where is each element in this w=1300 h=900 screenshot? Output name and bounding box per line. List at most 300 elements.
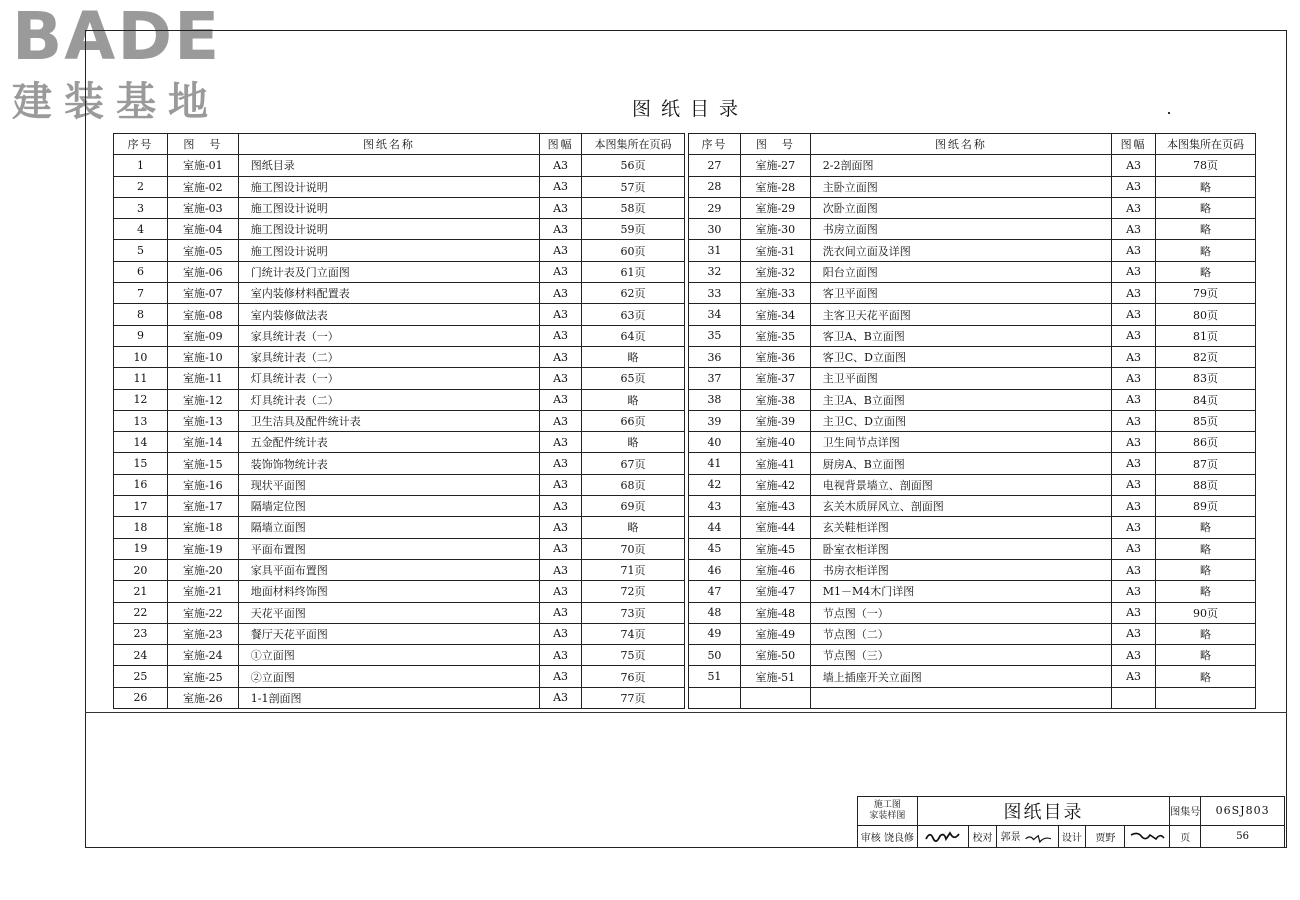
cell-seq: 21 — [114, 581, 168, 602]
table-row — [689, 517, 1256, 538]
cell-page: 略 — [1156, 645, 1256, 666]
cell-seq: 33 — [689, 283, 741, 304]
cell-size: A3 — [540, 304, 582, 325]
table-row — [689, 240, 1256, 261]
check-label: 校对 — [969, 825, 997, 847]
cell-seq: 31 — [689, 240, 741, 261]
cell-name: 次卧立面图 — [810, 197, 1111, 218]
cell-seq: 6 — [114, 261, 168, 282]
cell-name: 阳台立面图 — [810, 261, 1111, 282]
cell-size: A3 — [1112, 602, 1156, 623]
cell-seq: 25 — [114, 666, 168, 687]
col-name: 图纸名称 — [238, 134, 539, 155]
cell-name: 客卫A、B立面图 — [810, 325, 1111, 346]
table-row — [114, 687, 685, 708]
table-row — [689, 261, 1256, 282]
cell-code: 室施-46 — [740, 559, 810, 580]
cell-size: A3 — [1112, 432, 1156, 453]
cell-seq: 10 — [114, 346, 168, 367]
table-row — [114, 155, 685, 176]
cell-size: A3 — [1112, 496, 1156, 517]
cell-name: 天花平面图 — [238, 602, 539, 623]
table-row — [114, 261, 685, 282]
cell-page: 略 — [1156, 197, 1256, 218]
cell-seq: 47 — [689, 581, 741, 602]
table-row — [689, 389, 1256, 410]
cell-name: 餐厅天花平面图 — [238, 623, 539, 644]
cell-size: A3 — [540, 219, 582, 240]
cell-seq: 14 — [114, 432, 168, 453]
table-row — [689, 687, 1256, 708]
cell-name: 2-2剖面图 — [810, 155, 1111, 176]
cell-name: 装饰饰物统计表 — [238, 453, 539, 474]
cell-code: 室施-02 — [167, 176, 238, 197]
cell-code: 室施-36 — [740, 346, 810, 367]
cell-name: 1-1剖面图 — [238, 687, 539, 708]
table-row — [689, 325, 1256, 346]
designer-signature — [1125, 825, 1170, 847]
cell-name: 主卫A、B立面图 — [810, 389, 1111, 410]
cell-page: 77页 — [582, 687, 685, 708]
checker-cell — [996, 825, 1058, 847]
cell-page: 63页 — [582, 304, 685, 325]
table-row — [689, 602, 1256, 623]
cell-code: 室施-25 — [167, 666, 238, 687]
cell-name: 施工图设计说明 — [238, 240, 539, 261]
cell-code: 室施-22 — [167, 602, 238, 623]
cell-size: A3 — [540, 517, 582, 538]
cell-code: 室施-12 — [167, 389, 238, 410]
cell-size: A3 — [540, 474, 582, 495]
table-row — [114, 219, 685, 240]
cell-size: A3 — [1112, 219, 1156, 240]
cell-size: A3 — [540, 453, 582, 474]
table-row — [689, 432, 1256, 453]
cell-size: A3 — [540, 602, 582, 623]
table-row — [689, 645, 1256, 666]
cell-code: 室施-30 — [740, 219, 810, 240]
cell-seq: 13 — [114, 410, 168, 431]
cell-name: 施工图设计说明 — [238, 176, 539, 197]
table-row — [689, 581, 1256, 602]
cell-size: A3 — [540, 559, 582, 580]
table-row — [689, 219, 1256, 240]
cell-page: 78页 — [1156, 155, 1256, 176]
cell-name: 家具统计表（一） — [238, 325, 539, 346]
table-row — [114, 623, 685, 644]
cell-size: A3 — [540, 325, 582, 346]
cell-page: 82页 — [1156, 346, 1256, 367]
cell-code: 室施-09 — [167, 325, 238, 346]
reviewer-name: 饶良修 — [883, 832, 914, 844]
cell-name: 室内装修材料配置表 — [238, 283, 539, 304]
cell-size: A3 — [540, 645, 582, 666]
cell-name: 卫生洁具及配件统计表 — [238, 410, 539, 431]
cell-name: 客卫C、D立面图 — [810, 346, 1111, 367]
cell-code: 室施-20 — [167, 559, 238, 580]
cell-page: 84页 — [1156, 389, 1256, 410]
cell-code: 室施-14 — [167, 432, 238, 453]
cell-page: 略 — [582, 389, 685, 410]
cell-code: 室施-24 — [167, 645, 238, 666]
cell-page: 57页 — [582, 176, 685, 197]
signature-icon — [1024, 831, 1054, 845]
cell-page: 88页 — [1156, 474, 1256, 495]
cell-name: 五金配件统计表 — [238, 432, 539, 453]
cell-seq: 38 — [689, 389, 741, 410]
cell-page: 略 — [1156, 261, 1256, 282]
cell-seq: 23 — [114, 623, 168, 644]
col-name: 图纸名称 — [810, 134, 1111, 155]
cell-code: 室施-49 — [740, 623, 810, 644]
design-label: 设计 — [1058, 825, 1086, 847]
cell-page: 略 — [582, 346, 685, 367]
cell-size: A3 — [540, 538, 582, 559]
table-row — [114, 176, 685, 197]
table-row — [114, 410, 685, 431]
cell-code: 室施-39 — [740, 410, 810, 431]
cell-seq: 37 — [689, 368, 741, 389]
cell-size: A3 — [1112, 453, 1156, 474]
cell-name: 室内装修做法表 — [238, 304, 539, 325]
cell-size: A3 — [1112, 389, 1156, 410]
cell-code: 室施-38 — [740, 389, 810, 410]
cell-code: 室施-07 — [167, 283, 238, 304]
title-block — [857, 796, 1285, 848]
table-row — [114, 325, 685, 346]
cell-code: 室施-03 — [167, 197, 238, 218]
cell-seq: 11 — [114, 368, 168, 389]
cell-size — [1112, 687, 1156, 708]
cell-size: A3 — [1112, 240, 1156, 261]
cell-page: 略 — [1156, 581, 1256, 602]
cell-code: 室施-18 — [167, 517, 238, 538]
table-row — [689, 496, 1256, 517]
cell-page: 略 — [582, 432, 685, 453]
cell-code: 室施-31 — [740, 240, 810, 261]
cell-page: 略 — [1156, 240, 1256, 261]
cell-page: 89页 — [1156, 496, 1256, 517]
cell-code: 室施-43 — [740, 496, 810, 517]
cell-size: A3 — [540, 666, 582, 687]
cell-size: A3 — [1112, 581, 1156, 602]
cell-seq: 30 — [689, 219, 741, 240]
cell-size: A3 — [540, 496, 582, 517]
cell-seq: 40 — [689, 432, 741, 453]
cell-page: 67页 — [582, 453, 685, 474]
cell-size: A3 — [1112, 346, 1156, 367]
cell-seq: 20 — [114, 559, 168, 580]
cell-seq: 39 — [689, 410, 741, 431]
cell-size: A3 — [1112, 176, 1156, 197]
cell-name: 厨房A、B立面图 — [810, 453, 1111, 474]
col-size: 图幅 — [1112, 134, 1156, 155]
cell-page: 58页 — [582, 197, 685, 218]
cell-size: A3 — [540, 410, 582, 431]
cell-seq: 41 — [689, 453, 741, 474]
cell-size: A3 — [540, 240, 582, 261]
cell-page: 90页 — [1156, 602, 1256, 623]
cell-page: 61页 — [582, 261, 685, 282]
cell-code: 室施-45 — [740, 538, 810, 559]
table-row — [689, 368, 1256, 389]
cell-name: 主卫平面图 — [810, 368, 1111, 389]
cell-name: 书房立面图 — [810, 219, 1111, 240]
cell-size: A3 — [1112, 559, 1156, 580]
cell-code: 室施-28 — [740, 176, 810, 197]
cell-page: 70页 — [582, 538, 685, 559]
cell-name: 卧室衣柜详图 — [810, 538, 1111, 559]
cell-size: A3 — [1112, 645, 1156, 666]
table-row — [114, 474, 685, 495]
cell-size: A3 — [540, 176, 582, 197]
cell-page: 83页 — [1156, 368, 1256, 389]
cell-page: 71页 — [582, 559, 685, 580]
cell-name: 地面材料终饰图 — [238, 581, 539, 602]
cell-seq: 26 — [114, 687, 168, 708]
cell-seq: 32 — [689, 261, 741, 282]
cell-name: 客卫平面图 — [810, 283, 1111, 304]
cell-seq: 43 — [689, 496, 741, 517]
cell-size: A3 — [1112, 283, 1156, 304]
review-label: 审核 — [860, 832, 881, 844]
cell-name: 现状平面图 — [238, 474, 539, 495]
cell-page: 68页 — [582, 474, 685, 495]
cell-page: 62页 — [582, 283, 685, 304]
cell-size: A3 — [1112, 368, 1156, 389]
table-row — [689, 453, 1256, 474]
cell-seq: 35 — [689, 325, 741, 346]
sheet-title: 图纸目录 — [917, 797, 1169, 826]
table-row — [689, 559, 1256, 580]
table-row — [689, 474, 1256, 495]
cell-name: 施工图设计说明 — [238, 197, 539, 218]
cell-name: 隔墙立面图 — [238, 517, 539, 538]
cell-name: 电视背景墙立、剖面图 — [810, 474, 1111, 495]
cell-name: 墙上插座开关立面图 — [810, 666, 1111, 687]
cell-page: 略 — [1156, 559, 1256, 580]
cell-name: 节点图（三） — [810, 645, 1111, 666]
cell-page: 略 — [1156, 538, 1256, 559]
category-line2: 家装样图 — [869, 810, 906, 821]
cell-code: 室施-27 — [740, 155, 810, 176]
cell-code: 室施-15 — [167, 453, 238, 474]
cell-size: A3 — [540, 283, 582, 304]
table-row — [689, 666, 1256, 687]
cell-page: 56页 — [582, 155, 685, 176]
table-row — [114, 368, 685, 389]
cell-name — [810, 687, 1111, 708]
cell-seq: 44 — [689, 517, 741, 538]
cell-size: A3 — [1112, 155, 1156, 176]
reviewer-signature — [917, 825, 968, 847]
table-header-row — [114, 134, 685, 155]
cell-size: A3 — [1112, 623, 1156, 644]
cell-seq: 42 — [689, 474, 741, 495]
cell-size: A3 — [540, 368, 582, 389]
table-row — [114, 602, 685, 623]
cell-seq: 50 — [689, 645, 741, 666]
atlas-no-label: 图集号 — [1170, 797, 1201, 826]
cell-code: 室施-33 — [740, 283, 810, 304]
table-row — [114, 197, 685, 218]
cell-size: A3 — [1112, 325, 1156, 346]
cell-size: A3 — [540, 346, 582, 367]
cell-seq: 3 — [114, 197, 168, 218]
cell-page: 64页 — [582, 325, 685, 346]
cell-seq: 1 — [114, 155, 168, 176]
logo-cjk-text: 建装基地 — [12, 79, 220, 125]
cell-size: A3 — [1112, 517, 1156, 538]
cell-page: 略 — [1156, 666, 1256, 687]
table-row — [114, 645, 685, 666]
cell-code: 室施-34 — [740, 304, 810, 325]
review-cell — [858, 825, 918, 847]
cell-size: A3 — [1112, 666, 1156, 687]
cell-code: 室施-19 — [167, 538, 238, 559]
cell-seq: 48 — [689, 602, 741, 623]
cell-page: 略 — [1156, 176, 1256, 197]
cell-name: 卫生间节点详图 — [810, 432, 1111, 453]
cell-code: 室施-35 — [740, 325, 810, 346]
cell-name: 家具统计表（二） — [238, 346, 539, 367]
cell-page: 66页 — [582, 410, 685, 431]
cell-page: 87页 — [1156, 453, 1256, 474]
cell-name: 隔墙定位图 — [238, 496, 539, 517]
cell-seq: 27 — [689, 155, 741, 176]
cell-page — [1156, 687, 1256, 708]
page-label: 页 — [1170, 825, 1201, 847]
cell-page: 略 — [1156, 517, 1256, 538]
table-row — [689, 283, 1256, 304]
table-row — [114, 666, 685, 687]
drawing-index-table-left — [113, 133, 685, 709]
cell-seq: 4 — [114, 219, 168, 240]
cell-seq: 17 — [114, 496, 168, 517]
cell-code: 室施-11 — [167, 368, 238, 389]
cell-code: 室施-06 — [167, 261, 238, 282]
cell-code: 室施-29 — [740, 197, 810, 218]
table-row — [114, 496, 685, 517]
cell-seq: 46 — [689, 559, 741, 580]
table-row — [689, 197, 1256, 218]
cell-page: 69页 — [582, 496, 685, 517]
cell-code: 室施-51 — [740, 666, 810, 687]
cell-seq: 22 — [114, 602, 168, 623]
table-row — [114, 304, 685, 325]
cell-name: M1－M4木门详图 — [810, 581, 1111, 602]
cell-code: 室施-41 — [740, 453, 810, 474]
checker-name: 郭景 — [1000, 832, 1021, 844]
cell-name: 灯具统计表（一） — [238, 368, 539, 389]
cell-size: A3 — [1112, 538, 1156, 559]
cell-code: 室施-04 — [167, 219, 238, 240]
cell-page: 73页 — [582, 602, 685, 623]
logo-latin-text: BADE — [12, 0, 222, 75]
cell-size: A3 — [540, 261, 582, 282]
table-row — [114, 581, 685, 602]
table-row — [114, 389, 685, 410]
cell-page: 略 — [582, 517, 685, 538]
col-code: 图 号 — [740, 134, 810, 155]
cell-name: 施工图设计说明 — [238, 219, 539, 240]
cell-page: 76页 — [582, 666, 685, 687]
cell-page: 略 — [1156, 219, 1256, 240]
table-row — [114, 346, 685, 367]
cell-seq: 36 — [689, 346, 741, 367]
cell-page: 59页 — [582, 219, 685, 240]
cell-seq: 49 — [689, 623, 741, 644]
cell-code: 室施-05 — [167, 240, 238, 261]
cell-code — [740, 687, 810, 708]
cell-name: 门统计表及门立面图 — [238, 261, 539, 282]
cell-name: 书房衣柜详图 — [810, 559, 1111, 580]
table-row — [114, 283, 685, 304]
cell-size: A3 — [540, 197, 582, 218]
cell-page: 60页 — [582, 240, 685, 261]
cell-code: 室施-08 — [167, 304, 238, 325]
cell-page: 略 — [1156, 623, 1256, 644]
cell-code: 室施-10 — [167, 346, 238, 367]
cell-seq: 7 — [114, 283, 168, 304]
signature-icon — [924, 829, 962, 843]
cell-seq — [689, 687, 741, 708]
table-row — [114, 432, 685, 453]
cell-page: 65页 — [582, 368, 685, 389]
cell-seq: 34 — [689, 304, 741, 325]
page-title: 图纸目录 — [631, 98, 748, 120]
table-row — [689, 623, 1256, 644]
cell-seq: 28 — [689, 176, 741, 197]
table-row — [689, 304, 1256, 325]
speck — [1168, 112, 1170, 114]
table-row — [689, 538, 1256, 559]
cell-page: 74页 — [582, 623, 685, 644]
cell-name: 玄关鞋柜详图 — [810, 517, 1111, 538]
cell-seq: 12 — [114, 389, 168, 410]
cell-seq: 9 — [114, 325, 168, 346]
col-page: 本图集所在页码 — [582, 134, 685, 155]
cell-page: 81页 — [1156, 325, 1256, 346]
cell-page: 79页 — [1156, 283, 1256, 304]
page-no: 56 — [1201, 825, 1285, 847]
col-page: 本图集所在页码 — [1156, 134, 1256, 155]
cell-name: 节点图（一） — [810, 602, 1111, 623]
col-seq: 序号 — [114, 134, 168, 155]
cell-name: 主卧立面图 — [810, 176, 1111, 197]
cell-page: 86页 — [1156, 432, 1256, 453]
col-size: 图幅 — [540, 134, 582, 155]
cell-code: 室施-42 — [740, 474, 810, 495]
cell-seq: 2 — [114, 176, 168, 197]
col-code: 图 号 — [167, 134, 238, 155]
table-row — [114, 517, 685, 538]
cell-size: A3 — [540, 432, 582, 453]
cell-name: 灯具统计表（二） — [238, 389, 539, 410]
cell-name: ①立面图 — [238, 645, 539, 666]
atlas-no: 06SJ803 — [1201, 797, 1285, 826]
cell-name: 平面布置图 — [238, 538, 539, 559]
cell-code: 室施-50 — [740, 645, 810, 666]
table-row — [689, 176, 1256, 197]
cell-page: 72页 — [582, 581, 685, 602]
table-row — [114, 538, 685, 559]
cell-code: 室施-26 — [167, 687, 238, 708]
frame-divider — [85, 712, 1287, 713]
cell-size: A3 — [540, 623, 582, 644]
cell-seq: 45 — [689, 538, 741, 559]
cell-seq: 5 — [114, 240, 168, 261]
